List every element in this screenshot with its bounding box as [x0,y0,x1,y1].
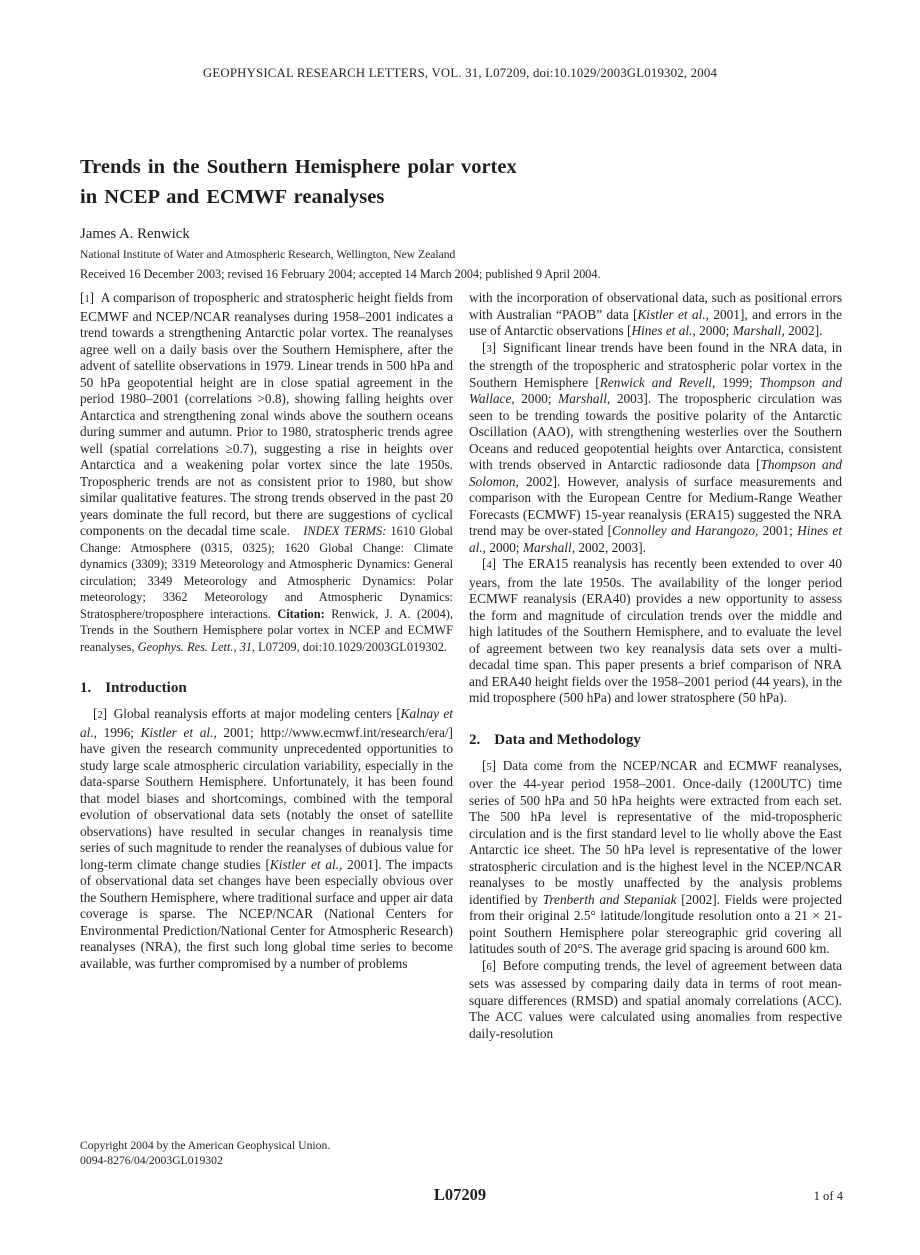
journal-header: GEOPHYSICAL RESEARCH LETTERS, VOL. 31, L07209, doi:10.1029/2003GL019302, 2004 [202,66,718,80]
paragraph-2-continued: with the incorporation of observational data, such as positional errors with Australian “PAOB” data [Kistler et al., 2001], and errors in the use of Antarctic observations [Hines et al., 2000; Marshall, 2002]. [469,290,842,338]
article-id-footer: L07209 [433,1185,487,1204]
paragraph-3: [3] Significant linear trends have been found in the NRA data, in the strength of the tropospheric and stratospheric polar vortex in the Southern Hemisphere [Renwick and Revell, 1999; Thompson and Wallace, 2000; Marshall, 2003]. The tropospheric circulation was seen to be trending towards the positive polarity of the Antarctic Oscillation (AAO), with strengthening westerlies over the Southern Oceans and reduced geopotential heights over Antarctica, consistent with trends observed in Antarctic radiosonde data [Thompson and Solomon, 2002]. However, analysis of surface measurements and comparison with the European Centre for Medium-Range Weather Forecasts (ECMWF) 15-year reanalysis (ERA15) suggested the NRA trend may be over-stated [Connolley and Harangozo, 2001; Hines et al., 2000; Marshall, 2002, 2003]. [469,339,843,555]
page-indicator: 1 of 4 [813,1189,843,1203]
section-heading-introduction [80,679,453,697]
paragraph-4: [4] The ERA15 reanalysis has recently been extended to over 40 years, from the late 1950s. The availability of the longer period ECMWF reanalysis (ERA40) provides a new opportunity to assess the form and magnitude of circulation trends over the middle and high latitudes of the Southern Hemisphere, and to evaluate the level of agreement between two key reanalysis data sets over a multi-decadal time span. This paper presents a brief comparison of NRA and ERA40 height fields over the 1958–2001 period (44 years), in the mid troposphere (500 hPa) and lower stratosphere (50 hPa). [469,556,842,705]
abstract-paragraph: [1] A comparison of tropospheric and stratospheric height fields from ECMWF and NCEP/NCAR reanalyses during 1958–2001 indicates a trend towards a strengthening Antarctic polar vortex. The reanalyses agree well on a daily basis over the Southern Hemisphere, after the advent of satellite observations in 1979. Linear trends in 500 hPa and 50 hPa geopotential height are in close spatial agreement in the period 1980–2001 (correlations >0.8), showing falling heights over Antarctica and strengthening zonal winds above the southern oceans during summer and autumn. Prior to 1980, stratospheric trends agree well (spatial correlations ≥0.7), suggesting a rise in heights over Antarctica and a weakening polar vortex since the late 1950s. Tropospheric trends are not as consistent prior to 1980, but show similar qualitative features. The strong trends observed in the past 20 years dominate the full record, but there are suggestions of cyclical components on the decadal time scale. INDEX TERMS: 1610 Global Change: Atmosphere (0315, 0325); 1620 Global Change: Climate dynamics (3309); 3319 Meteorology and Atmospheric Dynamics: General circulation; 3349 Meteorology and Atmospheric Dynamics: Polar meteorology; 3362 Meteorology and Atmospheric Dynamics: Stratosphere/troposphere interactions. Citation: Renwick, J. A. (2004), Trends in the Southern Hemisphere polar vortex in NCEP and ECMWF reanalyses, Geophys. Res. Lett., 31, L07209, doi:10.1029/2003GL019302. [80,290,453,654]
copyright-line-1: Copyright 2004 by the American Geophysical Union. [80,1139,331,1152]
section-title: Data and Methodology [494,731,641,748]
author-affiliation: National Institute of Water and Atmospheric Research, Wellington, New Zealand [80,248,456,261]
paper-title-line-1: Trends in the Southern Hemisphere polar vortex [80,156,517,178]
revision-history: Received 16 December 2003; revised 16 February 2004; accepted 14 March 2004; published 9 April 2004. [80,267,601,281]
paragraph-5: [5] Data come from the NCEP/NCAR and ECMWF reanalyses, over the 44-year period 1958–2001. Once-daily (1200UTC) time series of 500 hPa and 50 hPa heights were extracted from each set. The 500 hPa level is representative of the mid-tropospheric circulation and is the first standard level to lie wholly above the East Antarctic ice sheet. The 50 hPa level is representative of the lower stratospheric circulation and is the highest level in the NCEP/NCAR reanalyses to be mostly unaffected by the analysis problems identified by Trenberth and Stepaniak [2002]. Fields were projected from their original 2.5° latitude/longitude resolution onto a 21 × 21-point Southern Hemisphere polar stereographic grid covering all latitudes south of 20°S. The average grid spacing is around 600 km. [469,757,842,956]
right-column [469,290,842,1042]
copyright-line-2: 0094-8276/04/2003GL019302 [80,1153,223,1167]
section-heading-data-methodology [469,731,842,749]
section-title: Introduction [105,680,187,696]
section-number: 1. [80,680,92,696]
paper-title [80,152,800,212]
copyright-note [80,1139,330,1169]
left-column [80,290,453,972]
paragraph-2: [2] Global reanalysis efforts at major modeling centers [Kalnay et al., 1996; Kistler et al., 2001; http://www.ecmwf.int/research/era/] have given the research community unprecedented opportunities to study large scale atmospheric circulation variability, especially in the data-sparse Southern Hemisphere. Unfortunately, it has been found that model biases and shortcomings, combined with the temporal evolution of observational data sets (notably the onset of satellite observations) have resulted in secular changes in reanalysis time series of such magnitude to render the reanalyses of dubious value for long-term climate change studies [Kistler et al., 2001]. The impacts of observational data set changes have been especially obvious over the Southern Hemisphere, where traditional surface and upper air data coverage is sparse. The NCEP/NCAR (National Centers for Environmental Prediction/National Center for Atmospheric Research) reanalyses (NRA), the first such long global time series to become available, was further compromised by a number of problems [80,706,453,971]
author-name: James A. Renwick [80,226,190,242]
section-number: 2. [469,731,481,748]
paper-title-line-2: in NCEP and ECMWF reanalyses [80,186,385,208]
paragraph-6: [6] Before computing trends, the level of agreement between data sets was assessed by comparing daily data in terms of root mean-square differences (RMSD) and spatial anomaly correlations (ACC). The ACC values were calculated using anomalies from respective daily-resolution [469,957,842,1041]
